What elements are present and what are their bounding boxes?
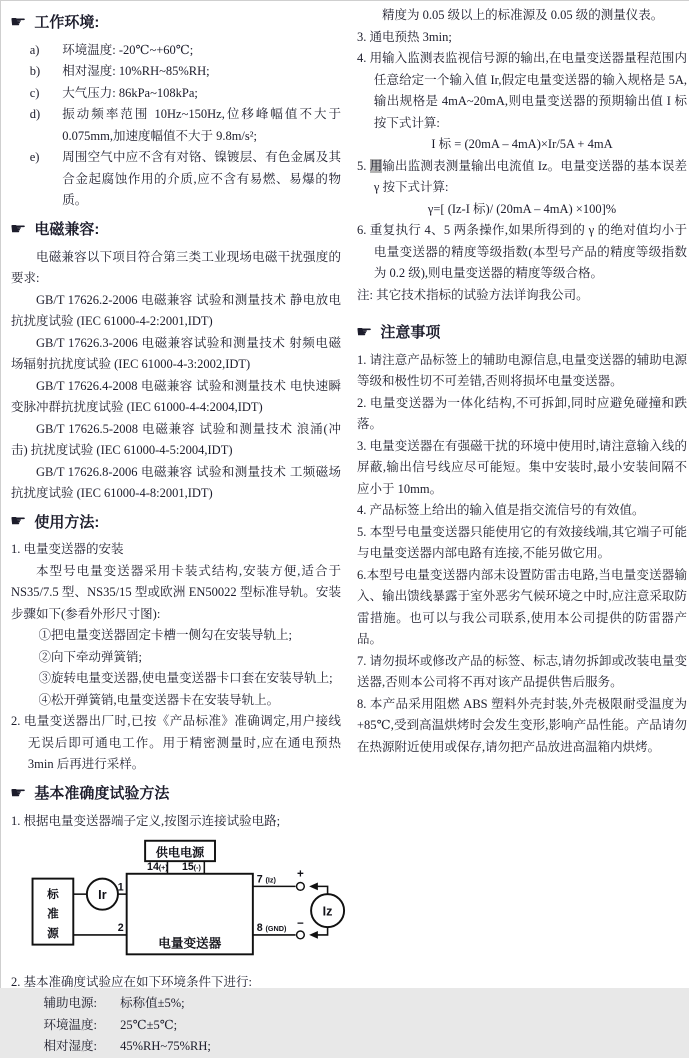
standard-source-char: 源 [47,927,59,941]
notice-item: 6.本型号电量变送器内部未设置防雷击电路,当电量变送器输入、输出馈线暴露于室外恶劣气候环境之中时,应注意采取防雷措施。也可以与我公司联系,使用本公司提供的防雷器产品。 [357,567,687,647]
usage-item1-para: 本型号电量变送器采用卡装式结构,安装方便,适合于 NS35/7.5 型、NS35/15 型或欧洲 EN50022 型标准导轨。安装步骤如下(参看外形尺寸图): [11,563,341,621]
terminal-7-label: 7 [256,873,263,886]
install-step: ①把电量变送器固定卡槽一侧勾在安装导轨上; [38,628,292,643]
right-column [357,5,687,984]
accuracy-item3: 3. 通电预热 3min; [357,29,452,44]
output-plus-terminal [297,883,305,891]
usage-heading-label: 使用方法: [34,513,100,531]
plus-sign: + [297,867,304,881]
accuracy-item1: 1. 根据电量变送器端子定义,按图示连接试验电路; [11,813,281,828]
terminal-15-label: 15 [182,861,194,874]
env-item-text: 大气压力: 86kPa~108kPa; [62,85,198,100]
env-item-e [11,147,341,212]
terminal-2-label: 2 [117,922,124,935]
pointing-hand-icon: ☛ [355,323,373,341]
condition-label: 辅助电源: [43,996,97,1011]
accuracy-note: 注: 其它技术指标的试验方法详询我公司。 [357,287,589,302]
env-item-text: 相对湿度: 10%RH~85%RH; [62,64,210,79]
condition-value: 45%RH~75%RH; [120,1039,211,1054]
condition-value: 25℃±5℃; [120,1017,178,1032]
accuracy-item6: 6. 重复执行 4、5 两条操作,如果所得到的 γ 的绝对值均小于电量变送器的精度等级指数(本型号产品的精度等级指数为 0.2 级),则电量变送器的精度等级合格。 [357,223,687,280]
env-item-d [11,104,341,147]
emc-intro: 电磁兼容以下项目符合第三类工业现场电磁干扰强度的要求: [11,249,341,286]
pointing-hand-icon: ☛ [9,513,27,531]
emc-standard: GB/T 17626.4-2008 电磁兼容 试验和测量技术 电快速瞬变脉冲群抗扰度试验 (IEC 61000-4-4:2004,IDT) [11,378,341,415]
item5-highlighted-char: 用 [369,158,383,173]
section-heading-work-env [11,10,341,36]
env-item-label: c) [29,85,40,100]
notice-item: 3. 电量变送器在有强磁干扰的环境中使用时,请注意输入线的屏蔽,输出信号线应尽可能短。集中安装时,最小安装间隔不应小于 10mm。 [357,438,687,496]
notice-item: 2. 电量变送器为一体化结构,不可拆卸,同时应避免碰撞和跌落。 [357,395,687,432]
usage-item2: 2. 电量变送器出厂时,已按《产品标准》准确调定,用户接线无误后即可通电工作。用于精密测量时,应在通电预热 3min 后再进行采样。 [11,714,341,772]
terminal-7-signal: (Iz) [265,875,276,885]
power-supply-label: 供电电源 [155,845,205,860]
arrow-left-icon [309,931,318,939]
env-item-text: 环境温度: -20℃~+60℃; [62,42,194,57]
env-item-label: e) [29,150,40,165]
accuracy-heading-label: 基本准确度试验方法 [34,784,170,802]
section-heading-notice [357,320,687,346]
terminal-1-label: 1 [117,881,124,894]
env-item-b [11,61,341,83]
standard-source-char: 准 [47,907,59,921]
notice-item: 8. 本产品采用阻燃 ABS 塑料外壳封装,外壳极限耐受温度为+85℃,受到高温烘烤时会发生变形,影响产品性能。产品请勿在热源附近使用或保存,请勿把产品放进高温箱内烘烤。 [357,696,687,754]
item5-number: 5. [357,158,370,173]
transducer-label: 电量变送器 [158,936,222,951]
notice-item: 7. 请勿损坏或修改产品的标签、标志,请勿拆卸或改装电量变送器,否则本公司将不再对该产品提供售后服务。 [357,653,687,690]
pointing-hand-icon: ☛ [9,784,27,802]
accuracy-item5 [357,156,687,199]
terminal-15-polarity: (-) [193,863,201,873]
error-formula: γ=[ (Iz-I 标)/ (20mA – 4mA) ×100]% [427,201,617,216]
item5-text: 输出监测表测量输出电流值 Iz。电量变送器的基本误差 γ 按下式计算: [373,158,687,194]
condition-label: 环境温度: [43,1017,97,1032]
emc-standard: GB/T 17626.3-2006 电磁兼容试验和测量技术 射频电磁场辐射抗扰度试验 (IEC 61000-4-3:2002,IDT) [11,335,341,372]
install-step: ④松开弹簧销,电量变送器卡在安装导轨上。 [38,692,280,707]
condition-value: 标称值±5%; [120,996,185,1011]
notice-item: 5. 本型号电量变送器只能使用它的有效接线端,其它端子可能与电量变送器内部电路有连接,不能另做它用。 [357,524,687,561]
section-heading-emc [11,217,341,243]
env-item-text: 周围空气中应不含有对铬、镍镀层、有色金属及其合金起腐蚀作用的介质,应不含有易燃、易爆的物质。 [62,150,341,208]
pointing-hand-icon: ☛ [9,220,27,238]
usage-item1-title: 1. 电量变送器的安装 [11,542,124,557]
install-step: ②向下牵动弹簧销; [38,649,142,664]
emc-standard: GB/T 17626.5-2008 电磁兼容 试验和测量技术 浪涌(冲击) 抗扰度试验 (IEC 61000-4-5:2004,IDT) [11,421,341,458]
pointing-hand-icon: ☛ [9,13,27,31]
terminal-8-signal: (GND) [265,924,287,934]
env-item-label: b) [29,64,41,79]
accuracy-item4: 4. 用输入监测表监视信号源的输出,在电量变送器量程范围内任意给定一个输入值 Ir,假定电量变送器的输入规格是 5A,输出规格是 4mA~20mA,则电量变送器的预期输出值 I 标按下式计算: [357,51,687,130]
env-item-label: a) [29,42,40,57]
emc-heading-label: 电磁兼容: [34,220,100,238]
condition-row [11,993,341,1015]
notice-heading-label: 注意事项 [380,324,441,341]
notice-item: 4. 产品标签上给出的输入值是指交流信号的有效值。 [357,503,645,518]
accuracy-cont-line: 精度为 0.05 级以上的标准源及 0.05 级的测量仪表。 [382,8,664,22]
output-meter-label: Iz [322,904,333,919]
output-minus-terminal [297,931,305,939]
left-column [9,5,341,1054]
arrow-left-icon [309,883,318,891]
test-circuit-diagram [17,836,341,970]
env-item-c [11,83,341,105]
minus-sign: − [297,917,304,931]
terminal-14-label: 14 [147,861,159,874]
condition-row [11,1036,341,1058]
emc-standard: GB/T 17626.8-2006 电磁兼容 试验和测量技术 工频磁场抗扰度试验 (IEC 61000-4-8:2001,IDT) [11,464,341,501]
notice-item: 1. 请注意产品标签上的辅助电源信息,电量变送器的辅助电源等级和极性切不可差错,否则将损坏电量变送器。 [357,352,687,389]
env-item-text: 振动频率范围 10Hz~150Hz,位移峰幅值不大于 0.075mm,加速度幅值不大于 9.8m/s²; [62,107,341,143]
env-item-a [11,40,341,62]
section-heading-usage [11,510,341,536]
condition-row [11,1015,341,1037]
terminal-8-label: 8 [256,922,263,935]
terminal-14-polarity: (+) [158,863,168,873]
expected-output-formula: I 标 = (20mA – 4mA)×Ir/5A + 4mA [431,137,613,151]
standard-source-char: 标 [47,888,59,902]
condition-label: 相对湿度: [43,1039,97,1054]
input-meter-label: Ir [98,888,107,903]
install-step: ③旋转电量变送器,使电量变送器卡口套在安装导轨上; [38,671,333,686]
accuracy-item2: 2. 基本准确度试验应在如下环境条件下进行: [11,974,252,989]
env-item-label: d) [29,107,41,122]
emc-standard: GB/T 17626.2-2006 电磁兼容 试验和测量技术 静电放电抗扰度试验 (IEC 61000-4-2:2001,IDT) [11,292,341,329]
section-heading-accuracy [11,781,341,807]
circuit-svg [17,836,347,962]
work-env-heading-label: 工作环境: [34,14,100,31]
